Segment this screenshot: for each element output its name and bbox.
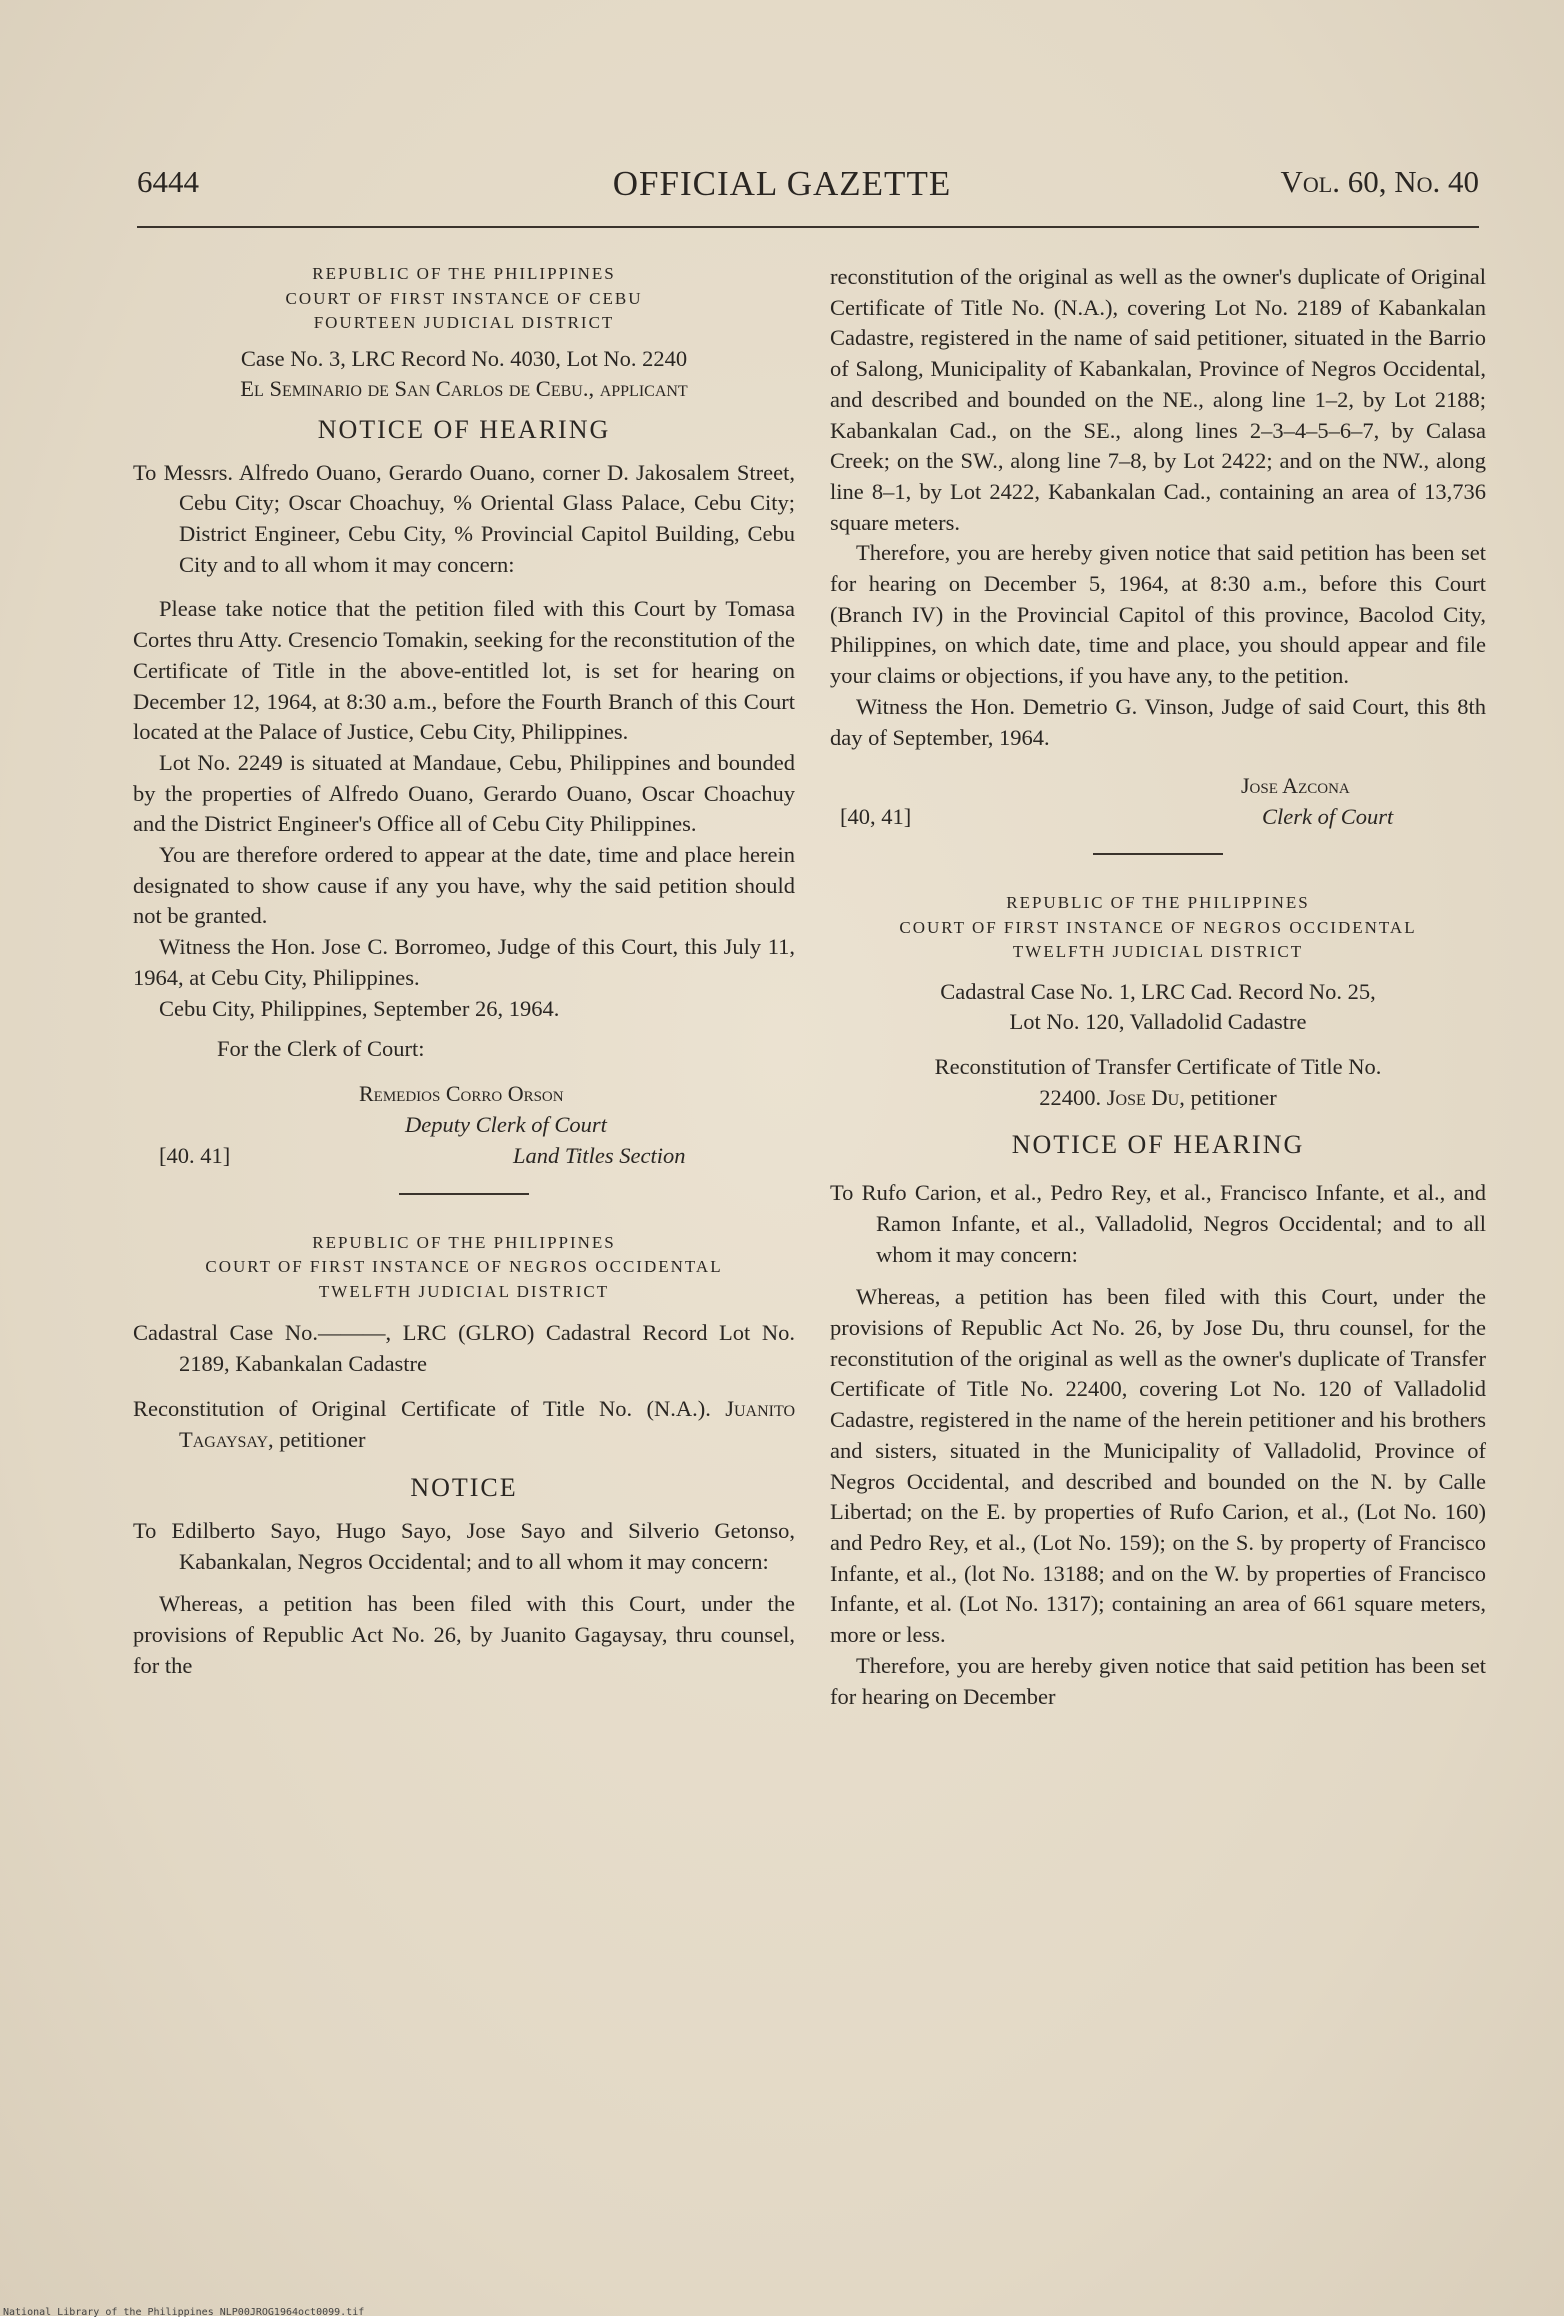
case-line: Case No. 3, LRC Record No. 4030, Lot No. 2240	[240, 345, 688, 371]
right-column	[830, 262, 1486, 1712]
notice-negros-1	[133, 1231, 795, 1682]
caption-court: COURT OF FIRST INSTANCE OF NEGROS OCCIDENTAL	[899, 917, 1417, 937]
scan-footer: National Library of the Philippines NLP00JROG1964oct0099.tif	[3, 2307, 365, 2318]
separator-rule	[1093, 853, 1223, 855]
paragraph: Please take notice that the petition filed with this Court by Tomasa Cortes thru Atty. Cresencio Tomakin, seeking for the reconstitution of the Certificate of Title in the above-entitled lot, is set for hearing on December 12, 1964, at 8:30 a.m., before the Fourth Branch of this Court located at the Palace of Justice, Cebu City, Philippines.	[133, 596, 795, 745]
reconstitution-text: 22400.	[1039, 1084, 1102, 1110]
notice-title: NOTICE	[410, 1473, 518, 1503]
caption-court: COURT OF FIRST INSTANCE OF CEBU	[285, 288, 643, 308]
paragraph: Therefore, you are hereby given notice that said petition has been set for hearing on December	[830, 1652, 1486, 1709]
caption-republic: REPUBLIC OF THE PHILIPPINES	[312, 1232, 616, 1252]
petitioner-name: Jose Du,	[1106, 1084, 1185, 1110]
paragraph: Lot No. 2249 is situated at Mandaue, Cebu, Philippines and bounded by the properties of Alfredo Ouano, Gerardo Ouano, Oscar Choachuy and the District Engineer's Office all of Cebu City Philippines.	[133, 749, 795, 837]
paragraph: Therefore, you are hereby given notice that said petition has been set for hearing on December 5, 1964, at 8:30 a.m., before this Court (Branch IV) in the Provincial Capitol of this province, Bacolod City, Philippines, on which date, time and place, you should appear and file your claims or objections, if you have any, to the petition.	[830, 540, 1486, 689]
notice-negros-2	[830, 891, 1486, 1712]
paragraph: Cebu City, Philippines, September 26, 1964.	[159, 995, 560, 1021]
signature-block	[133, 1079, 795, 1171]
caption-court: COURT OF FIRST INSTANCE OF NEGROS OCCIDENTAL	[205, 1257, 723, 1277]
caption-republic: REPUBLIC OF THE PHILIPPINES	[312, 264, 616, 283]
caption-republic: REPUBLIC OF THE PHILIPPINES	[1006, 893, 1310, 913]
signatory-section: Land Titles Section	[513, 1142, 686, 1168]
issue-reference: [40. 41]	[159, 1142, 231, 1168]
issue-reference: [40, 41]	[840, 804, 912, 830]
reconstitution-line-2	[830, 1083, 1486, 1114]
caption-district: FOURTEEN JUDICIAL DISTRICT	[313, 313, 615, 332]
signatory-name: Remedios Corro Orson	[359, 1080, 564, 1106]
paragraph: You are therefore ordered to appear at the date, time and place herein designated to show cause if any you have, why the said petition should not be granted.	[133, 842, 795, 929]
case-line-1: Cadastral Case No. 1, LRC Cad. Record No. 25,	[940, 978, 1376, 1004]
paragraph: Witness the Hon. Jose C. Borromeo, Judge of this Court, this July 11, 1964, at Cebu City, Philippines.	[133, 934, 795, 990]
notice-title: NOTICE OF HEARING	[1011, 1129, 1305, 1159]
notice-title: NOTICE OF HEARING	[317, 414, 611, 444]
applicant-line: El Seminario de San Carlos de Cebu., applicant	[240, 376, 688, 402]
notice-cebu	[133, 262, 795, 1171]
caption-district: TWELFTH JUDICIAL DISTRICT	[1012, 942, 1304, 962]
reconstitution-text: Reconstitution of Original Certificate of Title No. (N.A.).	[133, 1395, 711, 1421]
paragraph-continued: reconstitution of the original as well as the owner's duplicate of Original Certificate of Title No. (N.A.), covering Lot No. 2189 of Kabankalan Cadastre, registered in the name of said petitioner, situated in the Barrio of Salong, Municipality of Kabankalan, Province of Negros Occidental, and described and bounded on the NE., along line 1–2, by Lot 2188; Kabankalan Cad., on the SE., along lines 2–3–4–5–6–7, by Calasa Creek; on the SW., along line 7–8, by Lot 2422; and on the NW., along line 8–1, by Lot 2422, Kabankalan Cad., containing an area of 13,736 square meters.	[830, 264, 1486, 535]
caption-district: TWELFTH JUDICIAL DISTRICT	[318, 1281, 610, 1301]
for-clerk: For the Clerk of Court:	[217, 1036, 425, 1062]
signatory-name: Jose Azcona	[1241, 773, 1350, 799]
petitioner-name: Juanito Tagaysay,	[179, 1395, 796, 1452]
petitioner-label: petitioner	[1190, 1084, 1277, 1110]
signatory-role: Deputy Clerk of Court	[405, 1111, 607, 1137]
header-rule	[137, 226, 1479, 228]
addressees: To Edilberto Sayo, Hugo Sayo, Jose Sayo and Silverio Getonso, Kabankalan, Negros Occidental; and to all whom it may concern:	[133, 1517, 795, 1574]
paragraph: Witness the Hon. Demetrio G. Vinson, Judge of said Court, this 8th day of September, 1964.	[830, 693, 1486, 750]
reconstitution-line	[133, 1394, 795, 1455]
left-column	[133, 262, 795, 1682]
volume-number: Vol. 60, No. 40	[1280, 164, 1479, 199]
case-line-2: Lot No. 120, Valladolid Cadastre	[1009, 1009, 1307, 1035]
petitioner-label: petitioner	[279, 1426, 366, 1452]
separator-rule	[399, 1193, 529, 1195]
signatory-role: Clerk of Court	[1262, 804, 1394, 830]
reconstitution-line-1: Reconstitution of Transfer Certificate of Title No.	[934, 1054, 1382, 1080]
paragraph: Whereas, a petition has been filed with this Court, under the provisions of Republic Act No. 26, by Jose Du, thru counsel, for the reconstitution of the original as well as the owner's duplicate of Transfer Certificate of Title No. 22400, covering Lot No. 120 of Valladolid Cadastre, registered in the name of the herein petitioner and his brothers and sisters, situated in the Municipality of Valladolid, Province of Negros Occidental, and described and bounded on the N. by Calle Libertad; on the E. by properties of Rufo Carion, et al., (Lot No. 160) and Pedro Rey, et al., (Lot No. 159); on the S. by property of Francisco Infante, et al., (lot No. 13188; and on the W. by properties of Francisco Infante, et al. (Lot No. 1317); containing an area of 661 square meters, more or less.	[830, 1284, 1486, 1648]
publication-title: OFFICIAL GAZETTE	[612, 164, 952, 203]
addressees: To Messrs. Alfredo Ouano, Gerardo Ouano, corner D. Jakosalem Street, Cebu City; Oscar Choachuy, % Oriental Glass Palace, Cebu City; District Engineer, Cebu City, % Provincial Capitol Building, Cebu City and to all whom it may concern:	[133, 459, 795, 577]
paragraph: Whereas, a petition has been filed with this Court, under the provisions of Republic Act No. 26, by Juanito Gagaysay, thru counsel, for the	[133, 1591, 795, 1678]
signature-block	[830, 771, 1486, 835]
page-number: 6444	[137, 164, 199, 199]
notice-negros-1-continued	[830, 262, 1486, 835]
addressees: To Rufo Carion, et al., Pedro Rey, et al., Francisco Infante, et al., and Ramon Infante, et al., Valladolid, Negros Occidental; and to all whom it may concern:	[830, 1180, 1486, 1267]
case-line: Cadastral Case No.———, LRC (GLRO) Cadastral Record Lot No. 2189, Kabankalan Cadastre	[133, 1320, 795, 1377]
